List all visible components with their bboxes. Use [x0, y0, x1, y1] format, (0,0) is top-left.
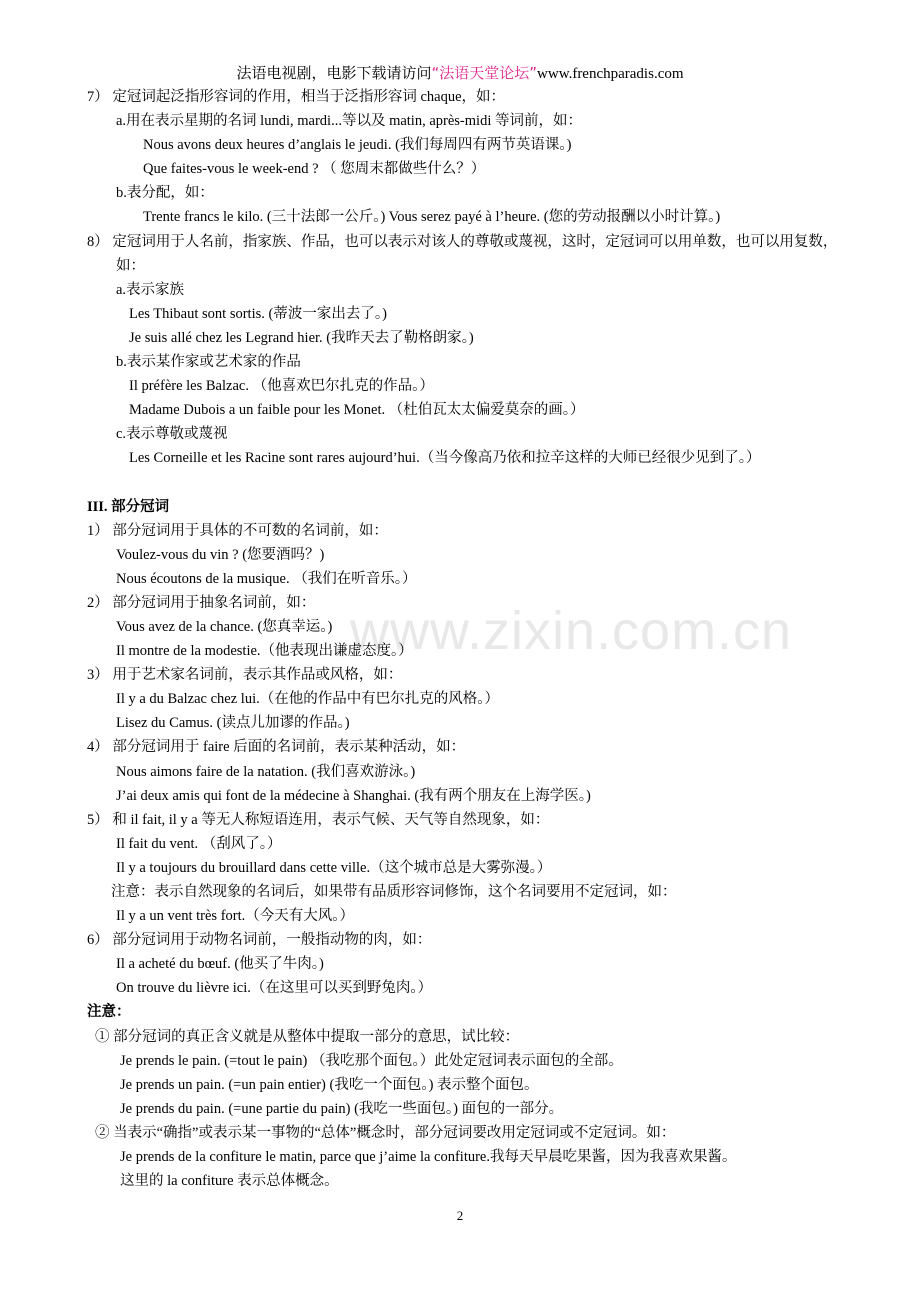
list-item: 6） 部分冠词用于动物名词前，一般指动物的肉，如： [87, 932, 432, 949]
example-line: Il a acheté du bœuf. (他买了牛肉。) [116, 956, 324, 973]
example-line: J’ai deux amis qui font de la médecine à Shanghai. (我有两个朋友在上海学医。) [116, 787, 591, 804]
header-quote-close: ” [529, 64, 538, 82]
example-line: Nous aimons faire de la natation. (我们喜欢游泳。) [116, 763, 416, 780]
example-line: 这里的 la confiture 表示总体概念。 [120, 1173, 339, 1190]
example-line: Il y a un vent très fort.（今天有大风。） [116, 908, 355, 925]
list-item: b.表分配，如： [116, 185, 214, 202]
list-item: c.表示尊敬或蔑视 [116, 426, 228, 443]
example-line: Je prends le pain. (=tout le pain) （我吃那个面包。）此处定冠词表示面包的全部。 [120, 1052, 623, 1069]
example-line: Il préfère les Balzac. （他喜欢巴尔扎克的作品。） [129, 378, 434, 395]
example-line: Les Corneille et les Racine sont rares aujourd’hui.（当今像高乃依和拉辛这样的大师已经很少见到了。） [129, 450, 761, 467]
example-line: Trente francs le kilo. (三十法郎一公斤。) Vous serez payé à l’heure. (您的劳动报酬以小时计算。) [143, 209, 721, 226]
example-line: Je prends un pain. (=un pain entier) (我吃一个面包。) 表示整个面包。 [120, 1076, 539, 1093]
example-line: Je suis allé chez les Legrand hier. (我昨天去了勒格朗家。) [129, 329, 474, 346]
page-number: 2 [456, 1208, 464, 1223]
list-item: a.表示家族 [116, 281, 185, 298]
list-item: 4） 部分冠词用于 faire 后面的名词前，表示某种活动，如： [87, 739, 466, 756]
example-line: Je prends du pain. (=une partie du pain) (我吃一些面包。) 面包的一部分。 [120, 1100, 564, 1117]
example-line: Nous avons deux heures d’anglais le jeudi. (我们每周四有两节英语课。) [143, 137, 572, 154]
list-item: 3） 用于艺术家名词前，表示其作品或风格，如： [87, 667, 403, 684]
example-line: Il y a toujours du brouillard dans cette ville.（这个城市总是大雾弥漫。） [116, 859, 552, 876]
list-item: 1） 部分冠词用于具体的不可数的名词前，如： [87, 522, 388, 539]
example-line: Les Thibaut sont sortis. (蒂波一家出去了。) [129, 305, 387, 322]
note-line: 注意：表示自然现象的名词后，如果带有品质形容词修饰，这个名词要用不定冠词，如： [111, 884, 677, 900]
example-line: Je prends de la confiture le matin, parce que j’aime la confiture.我每天早晨吃果酱，因为我喜欢果酱。 [120, 1149, 737, 1166]
example-line: Que faites-vous le week-end ? （ 您周末都做些什么？） [143, 161, 486, 178]
page-header [0, 62, 920, 83]
header-prefix: 法语电视剧，电影下载请访问 [236, 64, 432, 82]
example-line: Lisez du Camus. (读点儿加谬的作品。) [116, 715, 350, 732]
example-line: Il y a du Balzac chez lui.（在他的作品中有巴尔扎克的风格。） [116, 691, 499, 708]
example-line: Nous écoutons de la musique. （我们在听音乐。） [116, 570, 417, 587]
example-line: Il fait du vent. （刮风了。） [116, 835, 282, 852]
list-item: 2） 部分冠词用于抽象名词前，如： [87, 594, 316, 611]
example-line: Il montre de la modestie.（他表现出谦虚态度。） [116, 643, 413, 660]
list-item: 5） 和 il fait, il y a 等无人称短语连用，表示气候、天气等自然现象，如： [87, 811, 550, 828]
document-body [87, 85, 847, 1193]
example-line: Vous avez de la chance. (您真幸运。) [116, 618, 333, 635]
list-item: 8） 定冠词用于人名前，指家族、作品，也可以表示对该人的尊敬或蔑视，这时，定冠词可以用单数，也可以用复数，如： [87, 233, 838, 274]
header-site-name: 法语天堂论坛 [439, 64, 530, 82]
note-heading: 注意： [87, 1004, 131, 1021]
example-line: On trouve du lièvre ici.（在这里可以买到野兔肉。） [116, 980, 433, 997]
header-url[interactable]: www.frenchparadis.com [537, 66, 684, 82]
example-line: Madame Dubois a un faible pour les Monet. （杜伯瓦太太偏爱莫奈的画。） [129, 402, 585, 419]
example-line: Voulez-vous du vin ? (您要酒吗？) [116, 546, 325, 563]
header-quote-open: “ [431, 64, 440, 82]
section-heading: III. 部分冠词 [87, 498, 170, 515]
list-item: a.用在表示星期的名词 lundi, mardi...等以及 matin, après-midi 等词前，如： [116, 113, 582, 130]
note-item: ② 当表示“确指”或表示某一事物的“总体”概念时，部分冠词要改用定冠词或不定冠词。如： [95, 1124, 676, 1141]
watermark: www.zixin.com.cn [350, 601, 793, 661]
note-item: ① 部分冠词的真正含义就是从整体中提取一部分的意思，试比较： [95, 1028, 520, 1045]
list-item: b.表示某作家或艺术家的作品 [116, 354, 301, 371]
list-item: 7） 定冠词起泛指形容词的作用，相当于泛指形容词 chaque，如： [87, 89, 506, 105]
